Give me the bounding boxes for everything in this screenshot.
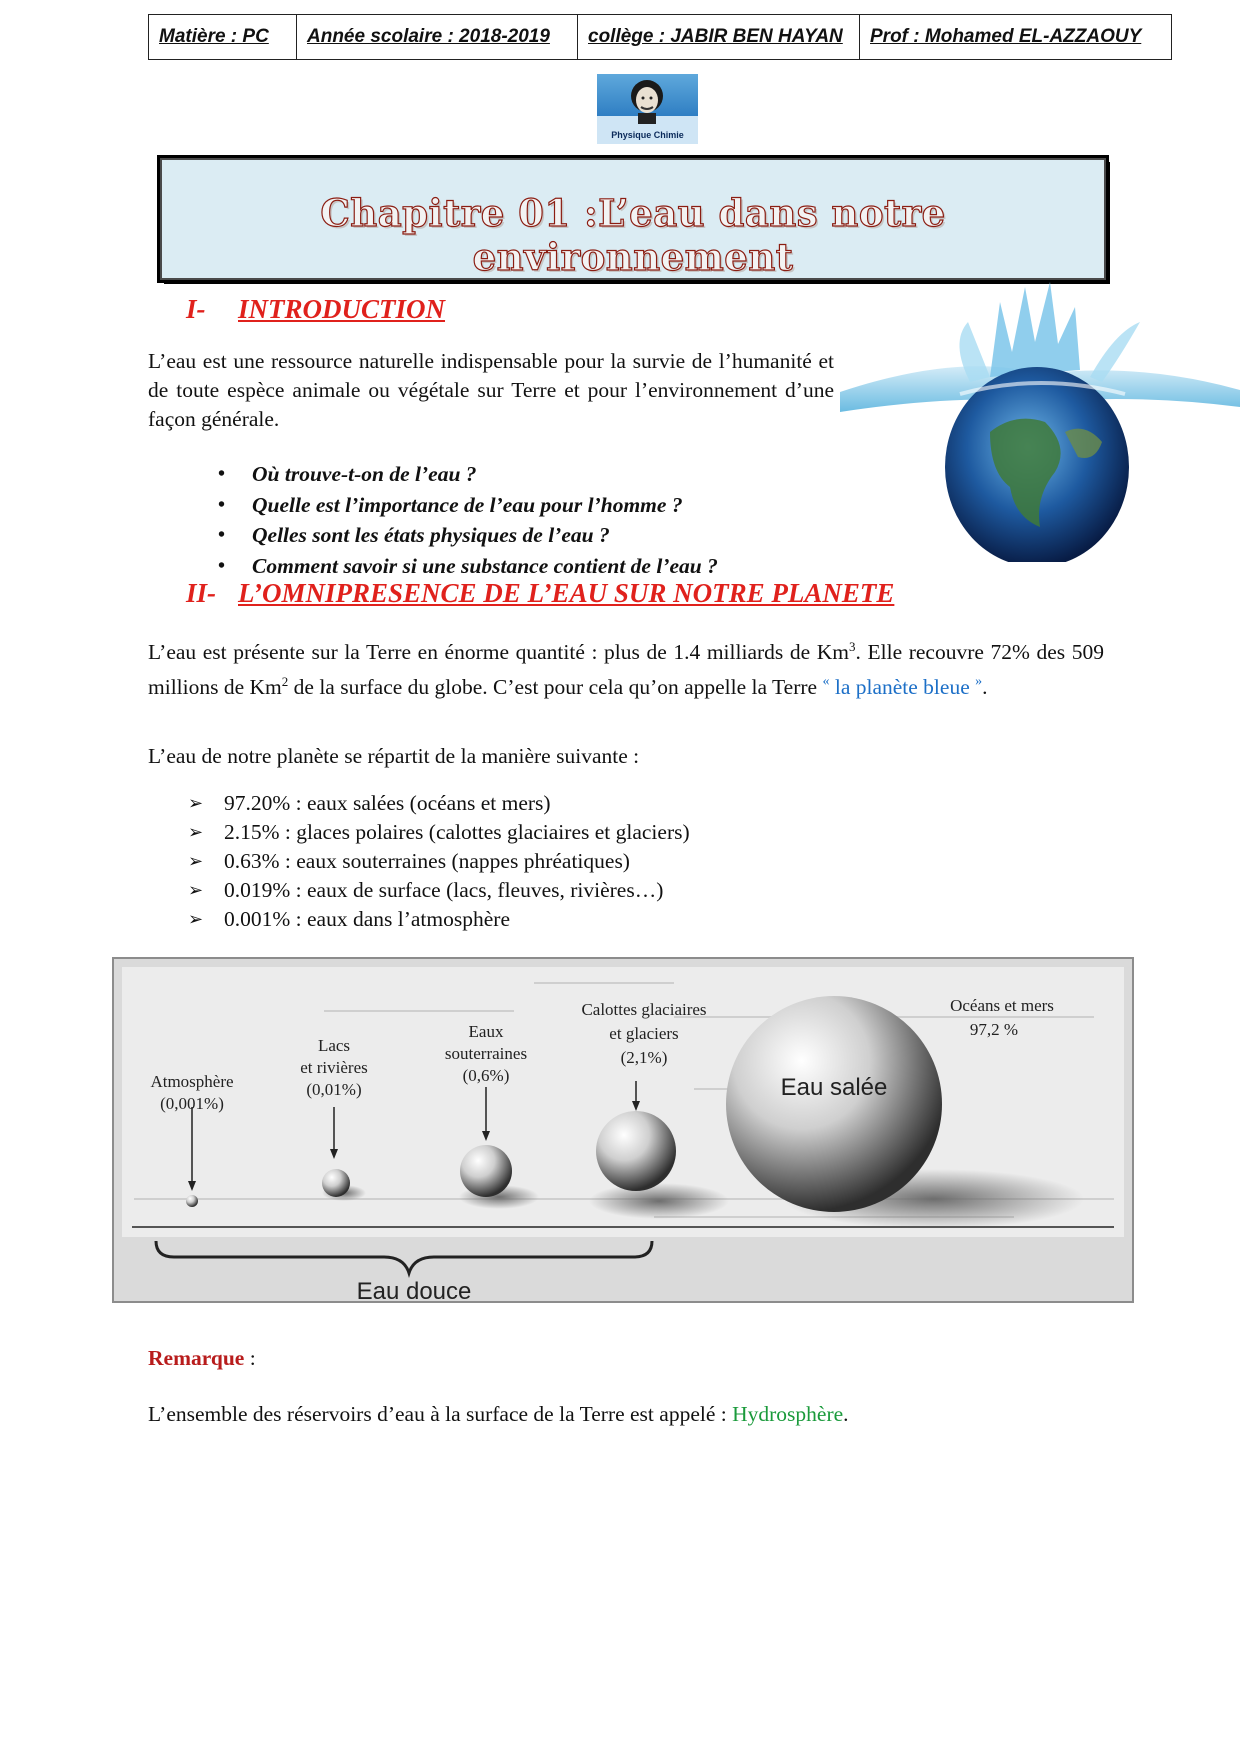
section-1-title: INTRODUCTION <box>238 294 446 324</box>
water-reservoirs-figure <box>112 957 1134 1303</box>
remark-label: Remarque <box>148 1346 245 1370</box>
header-annee: Année scolaire : 2018-2019 <box>297 15 578 59</box>
earth-water-splash-image <box>840 282 1240 562</box>
list-item: ➢ 0.019% : eaux de surface (lacs, fleuves, rivières…) <box>188 876 690 905</box>
list-item: ➢ 0.001% : eaux dans l’atmosphère <box>188 905 690 934</box>
label-oceans: Océans et mers <box>950 996 1054 1015</box>
label-calottes-pct: (2,1%) <box>620 1048 668 1067</box>
quote-open: « <box>822 674 830 690</box>
section-2-number: II- <box>186 578 217 608</box>
scientist-portrait-icon <box>628 78 666 124</box>
reservoirs-illustration <box>114 959 1132 1301</box>
label-sout-pct: (0,6%) <box>462 1066 510 1085</box>
omnipresence-paragraph: L’eau est présente sur la Terre en énorme quantité : plus de 1.4 milliards de Km$^3$. Elle recouvre 72% des 509 millions de Km$^2$ de la surface du globe. C’est pour cela qu’on appelle la Terre « la planète bleue ». <box>148 639 1105 700</box>
section-2-heading <box>186 578 894 609</box>
intro-questions-list <box>218 459 718 581</box>
planete-bleue-term: la planète bleue <box>829 675 976 700</box>
list-item: ➢ 0.63% : eaux souterraines (nappes phréatiques) <box>188 847 690 876</box>
superscript-2: 2 <box>281 674 289 690</box>
list-item: • Quelle est l’importance de l’eau pour l’homme ? <box>218 490 718 521</box>
label-atmosphere: Atmosphère <box>150 1072 234 1091</box>
list-item: • Où trouve-t-on de l’eau ? <box>218 459 718 490</box>
label-sout-2: souterraines <box>444 1044 528 1063</box>
intro-paragraph: L’eau est une ressource naturelle indispensable pour la survie de l’humanité et de toute espèce animale ou végétale sur Terre et pour l’environnement d’une façon générale. <box>148 349 834 431</box>
header-college: collège : JABIR BEN HAYAN <box>578 15 860 59</box>
label-atmosphere-pct: (0,001%) <box>160 1094 224 1113</box>
label-eau-salee: Eau salée <box>780 1074 888 1101</box>
label-lacs-1: Lacs <box>317 1036 351 1055</box>
header-matiere: Matière : PC <box>149 15 297 59</box>
sphere-oceans <box>726 996 942 1212</box>
label-eau-douce: Eau douce <box>356 1278 472 1301</box>
list-item: ➢ 97.20% : eaux salées (océans et mers) <box>188 789 690 818</box>
repartition-intro: L’eau de notre planète se répartit de la manière suivante : <box>148 744 640 768</box>
logo-caption: Physique Chimie <box>611 130 684 140</box>
water-distribution-list <box>188 789 690 934</box>
chapter-title-box <box>160 158 1106 280</box>
remark-text: L’ensemble des réservoirs d’eau à la surface de la Terre est appelé : Hydrosphère. <box>148 1402 849 1426</box>
label-oceans-pct: 97,2 % <box>969 1020 1019 1039</box>
label-calottes-1: Calottes glaciaires <box>581 1000 707 1019</box>
superscript-3: 3 <box>849 639 856 654</box>
remark-heading: Remarque : <box>148 1346 256 1370</box>
list-item: • Comment savoir si une substance contient de l’eau ? <box>218 551 718 582</box>
list-item: ➢ 2.15% : glaces polaires (calottes glaciaires et glaciers) <box>188 818 690 847</box>
section-2-title: L’OMNIPRESENCE DE L’EAU SUR NOTRE PLANETE <box>238 578 895 608</box>
hydrosphere-term: Hydrosphère <box>732 1402 844 1426</box>
header-prof: Prof : Mohamed EL-AZZAOUY <box>870 26 1142 47</box>
label-lacs-2: et rivières <box>300 1058 368 1077</box>
physique-chimie-logo <box>597 74 698 144</box>
label-calottes-2: et glaciers <box>609 1024 679 1043</box>
chapter-title: Chapitre 01 :L’eau dans notre environnement <box>320 191 946 279</box>
quote-close: » <box>975 674 983 690</box>
sphere-souterraines <box>460 1145 512 1197</box>
label-lacs-pct: (0,01%) <box>306 1080 362 1099</box>
sphere-lacs <box>322 1169 350 1197</box>
sphere-atmosphere <box>186 1195 198 1207</box>
header-table <box>148 14 1172 60</box>
section-1-heading <box>186 294 445 325</box>
section-1-number: I- <box>186 294 206 324</box>
list-item: • Qelles sont les états physiques de l’eau ? <box>218 520 718 551</box>
sphere-calottes <box>596 1111 676 1191</box>
eau-douce-brace <box>156 1241 652 1273</box>
label-sout-1: Eaux <box>468 1022 504 1041</box>
